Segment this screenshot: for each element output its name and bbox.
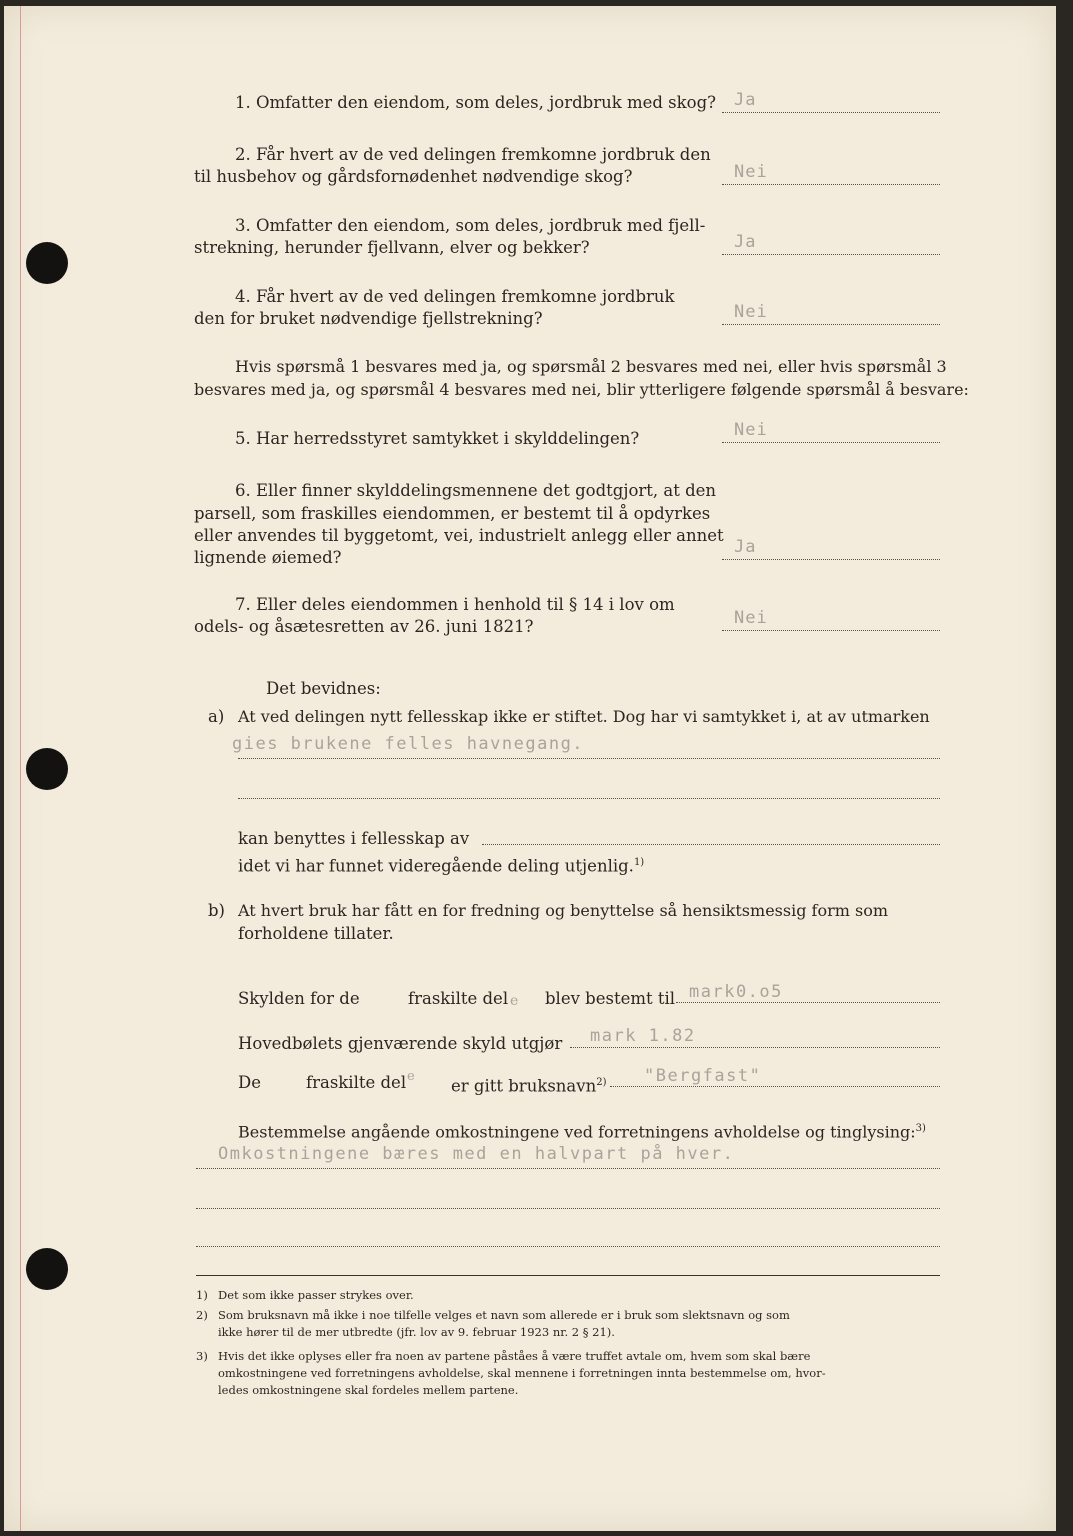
question-2-line-2: til husbehov og gårdsfornødenhet nødvendige skog? [194,167,633,186]
footnote-1-number: 1) [196,1288,208,1302]
question-6-line-4: lignende øiemed? [194,548,342,567]
footnote-2-line-2: ikke hører til de mer utbredte (jfr. lov av 9. februar 1923 nr. 2 § 21). [218,1325,615,1339]
footnote-divider [196,1275,940,1276]
question-6-line-2: parsell, som fraskilles eiendommen, er bestemt til å opdyrkes [194,504,711,523]
question-4-line-1: 4. Får hvert av de ved delingen fremkomne jordbruk [235,287,675,306]
question-6-line-3: eller anvendes til byggetomt, vei, industrielt anlegg eller annet [194,526,724,545]
section-a-kan-field[interactable] [482,844,940,845]
hovedbol-label: Hovedbølets gjenværende skyld utgjør [238,1034,563,1053]
bruksnavn-value: "Bergfast" [644,1066,762,1086]
question-5-answer-field[interactable] [722,420,940,443]
skyld-value-field[interactable] [676,1002,940,1003]
question-7-line-2: odels- og åsætesretten av 26. juni 1821? [194,617,534,636]
question-6-answer-field[interactable] [722,537,940,560]
skyld-label-1: Skylden for de [238,989,360,1008]
skyld-label-2: fraskilte del [408,989,509,1008]
hovedbol-value-field[interactable] [570,1047,940,1048]
margin-line [20,6,21,1531]
question-1-answer: Ja [734,90,757,110]
bestemmelse-text: Bestemmelse angående omkostningene ved forretningens avholdelse og tinglysing:$^{3)}$ [238,1122,926,1142]
question-3-line-1: 3. Omfatter den eiendom, som deles, jordbruk med fjell- [235,216,706,235]
footnote-1-text: Det som ikke passer strykes over. [218,1288,414,1302]
punch-hole [26,748,68,790]
bestemmelse-line-3[interactable] [196,1246,940,1247]
footnote-3-line-2: omkostningene ved forretningens avholdelse, skal mennene i forretningen innta bestemmelse om, hvor- [218,1366,826,1380]
section-a-handwritten: gies brukene felles havnegang. [232,734,585,754]
skyld-value: mark0.o5 [689,982,783,1002]
question-5-text: 5. Har herredsstyret samtykket i skylddelingen? [235,429,640,448]
question-4-line-2: den for bruket nødvendige fjellstrekning? [194,309,543,328]
section-a-idet: idet vi har funnet videregående deling utjenlig.$^{1)}$ [238,856,645,876]
bruksnavn-suffix: e [407,1069,415,1084]
question-7-line-1: 7. Eller deles eiendommen i henhold til § 14 i lov om [235,595,675,614]
bruksnavn-value-field[interactable] [610,1086,940,1087]
question-3-line-2: strekning, herunder fjellvann, elver og bekker? [194,238,590,257]
section-a-kan: kan benyttes i fellesskap av [238,829,470,848]
bestemmelse-line-1[interactable] [196,1168,940,1169]
footnote-3-number: 3) [196,1349,208,1363]
footnote-3-line-3: ledes omkostningene skal fordeles mellem partene. [218,1383,519,1397]
skyld-suffix: e [510,993,519,1009]
question-2-answer-field[interactable] [722,162,940,185]
bestemmelse-line-2[interactable] [196,1208,940,1209]
section-b-line-2: forholdene tillater. [238,924,394,943]
question-3-answer-field[interactable] [722,232,940,255]
question-1-answer-field[interactable] [722,90,940,113]
conditional-line-2: besvares med ja, og spørsmål 4 besvares med nei, blir ytterligere følgende spørsmål å besvare: [194,380,969,399]
bevidnes-heading: Det bevidnes: [266,679,381,698]
footnote-2-line-1: Som bruksnavn må ikke i noe tilfelle velges et navn som allerede er i bruk som slektsnavn og som [218,1308,790,1322]
bestemmelse-handwritten: Omkostningene bæres med en halvpart på hver. [218,1144,735,1164]
footnote-3-line-1: Hvis det ikke oplyses eller fra noen av partene påståes å være truffet avtale om, hvem som skal bære [218,1349,811,1363]
question-6-line-1: 6. Eller finner skylddelingsmennene det godtgjort, at den [235,481,717,500]
question-6-answer: Ja [734,537,757,557]
bruksnavn-label-1: De [238,1073,261,1092]
punch-hole [26,242,68,284]
punch-hole [26,1248,68,1290]
question-5-answer: Nei [734,420,768,440]
skyld-label-3: blev bestemt til [545,989,676,1008]
section-a-label: a) [208,707,225,726]
section-a-line-1[interactable] [238,758,940,759]
bruksnavn-label-2: fraskilte del [306,1073,407,1092]
document-page [4,6,1056,1531]
section-b-line-1: At hvert bruk har fått en for fredning og benyttelse så hensiktsmessig form som [238,901,888,920]
section-a-text: At ved delingen nytt fellesskap ikke er stiftet. Dog har vi samtykket i, at av utmarken [238,707,930,726]
question-4-answer-field[interactable] [722,302,940,325]
hovedbol-value: mark 1.82 [590,1026,696,1046]
conditional-line-1: Hvis spørsmå 1 besvares med ja, og spørsmål 2 besvares med nei, eller hvis spørsmål 3 [235,357,947,376]
question-2-answer: Nei [734,162,768,182]
question-1-line-1: 1. Omfatter den eiendom, som deles, jordbruk med skog? [235,93,716,112]
section-a-line-2[interactable] [238,798,940,799]
section-b-label: b) [208,901,225,920]
question-4-answer: Nei [734,302,768,322]
question-7-answer-field[interactable] [722,608,940,631]
question-3-answer: Ja [734,232,757,252]
question-7-answer: Nei [734,608,768,628]
footnote-2-number: 2) [196,1308,208,1322]
bruksnavn-label-3: er gitt bruksnavn$^{2)}$ [451,1076,607,1096]
question-2-line-1: 2. Får hvert av de ved delingen fremkomne jordbruk den [235,145,711,164]
